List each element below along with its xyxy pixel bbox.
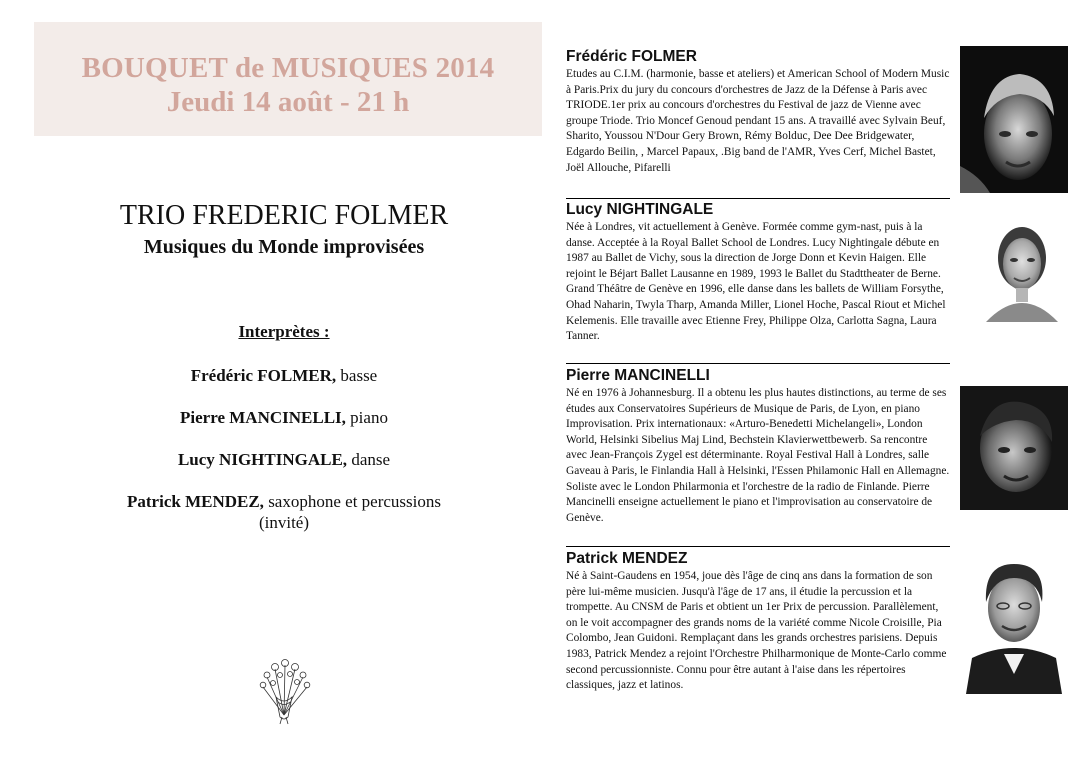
bio-mendez [566,550,950,694]
performer-role: piano [345,408,388,427]
performer-role: danse [347,450,391,469]
performer-folmer [34,365,534,386]
bio-text: Née à Londres, vit actuellement à Genève. Formée comme gym-nast, puis à la danse. Acceptée à la Royal Ballet School de Londres. Lucy Nightingale débute en 1987 au Ballet de Vichy, sous la direction de Jorge Donn et Kevin Haigen. Elle rejoint le Béjart Ballet Lausanne en 1989, 1993 le Ballet du Stadttheater de Berne. Grand Théâtre de Genève en 1996, elle danse dans les ballets de William Forsythe, Ohad Naharin, Twyla Tharp, Amanda Miller, Lionel Hoche, Pascal Riout et Michel Kelemenis. Elle travaille avec Etienne Frey, Philippe Olza, Carlotta Sagna, Laura Tanner. [566,221,946,343]
performer-name: Lucy NIGHTINGALE, [177,450,348,469]
performers-heading: Interprètes : [238,322,330,341]
performer-note: (invité) [258,513,310,532]
portrait-nightingale-image [976,214,1068,322]
portrait-folmer-image [960,46,1068,193]
bio-name: Patrick MENDEZ [566,550,688,567]
concert-subtitle: Musiques du Monde improvisées [143,236,425,258]
performer-role: basse [336,366,378,385]
bio-text: Né à Saint-Gaudens en 1954, joue dès l'âge de cinq ans dans la formation de son père lui-même musicien. Jusqu'à l'âge de 17 ans, il étudie la percussion et la trompette. Au CNSM de Paris et obtient un 1er Prix de percussion. Parallèlement, on le voit accompagner des grands noms de la variété comme Nicole Croisille, Pia Colombo, Jean Guidoni. Remplaçant dans les grands orchestres parisiens. Depuis 1983, Patrick Mendez a rejoint l'Orchestre Philharmonique de Monte-Carlo comme second percussionniste. Connu pour être autant à l'aise dans les répertoires classiques, jazz et latinos. [566,570,947,692]
performer-nightingale [34,449,534,470]
event-banner [34,22,542,136]
bio-name: Frédéric FOLMER [566,48,697,65]
performer-name: Pierre MANCINELLI, [180,408,346,427]
portrait-mancinelli-image [960,386,1068,510]
flower-bouquet-icon [255,655,313,725]
concert-title: TRIO FREDERIC FOLMER [119,200,449,231]
performer-mancinelli [34,407,534,428]
bio-text: Né en 1976 à Johannesburg. Il a obtenu les plus hautes distinctions, au terme de ses études aux Conservatoires Supérieurs de Musique de Paris, de Lyon, en piano Improvisation. Prix internationaux: «Arturo-Benedetti Michelangeli», London World, Helsinki Sibelius Maj Lind, Bechstein Klavierwettbewerb. Sa rencontre avec Jean-François Zygel est déterminante. Royal Festival Hall à Londres, salle Gaveau à Paris, le Finlandia Hall à Helsinki, l'Essen Philamonic Hall en Allemagne. Soliste avec le London Philarmonia et l'orchestre de la radio de Finlande. Pierre Mancinelli enseigne actuellement le piano et l'improvisation au conservatoire de Genève. [566,387,950,524]
bio-mancinelli [566,367,950,526]
bio-text: Etudes au C.I.M. (harmonie, basse et ateliers) et American School of Modern Music à Paris.Prix du jury du concours d'orchestres de Jazz de la Défense à Paris avec TRIODE.1er prix au concours d'orchestres du Festival de jazz de Vienne avec groupe Triode. Trio Moncef Genoud pendant 15 ans. A travaillé avec Sylvain Beuf, Sharito, Youssou N'Dour Gery Brown, Rémy Bolduc, Dee Dee Bridgewater, Edgardo Beilin, , Marcel Papaux, .Big band de l'AMR, Yves Cerf, Michel Bastet, Joël Allouche, Pifarelli [566,68,950,174]
performer-mendez [34,491,534,533]
event-date: Jeudi 14 août - 21 h [166,86,410,118]
performer-name: Frédéric FOLMER, [190,366,337,385]
performer-role: saxophone et percussions [263,492,441,511]
bio-divider [566,546,950,547]
bio-divider [566,198,950,199]
bio-folmer [566,48,950,176]
bio-name: Lucy NIGHTINGALE [566,201,714,218]
portrait-mendez-image [966,550,1062,694]
bio-name: Pierre MANCINELLI [566,367,710,384]
bio-divider [566,363,950,364]
performer-name: Patrick MENDEZ, [127,492,264,511]
bio-nightingale [566,201,950,345]
event-title: BOUQUET de MUSIQUES 2014 [81,52,495,84]
